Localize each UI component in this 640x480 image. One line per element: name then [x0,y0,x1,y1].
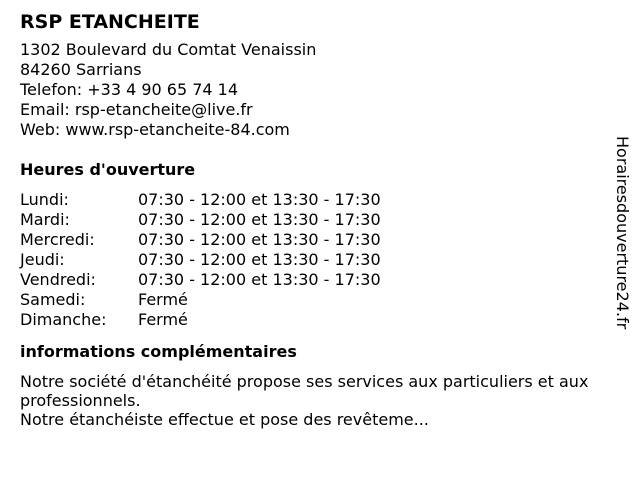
hours-row-friday [20,270,600,290]
hours-day: Mardi: [20,210,70,229]
contact-block [20,40,600,140]
info-description-continued: Notre étanchéiste effectue et pose des revêteme... [20,410,429,429]
hours-table [20,190,600,330]
company-name: RSP ETANCHEITE [20,11,200,33]
email-line: Email: rsp-etancheite@live.fr [20,100,253,119]
hours-row-tuesday [20,210,600,230]
hours-title: Heures d'ouverture [20,160,196,179]
info-description: Notre société d'étanchéité propose ses services aux particuliers et aux professionnels. [20,372,589,410]
street-address: 1302 Boulevard du Comtat Venaissin [20,40,317,59]
hours-row-saturday [20,290,600,310]
postal-city: 84260 Sarrians [20,60,142,79]
phone-line: Telefon: +33 4 90 65 74 14 [20,80,239,99]
hours-row-sunday [20,310,600,330]
hours-time: 07:30 - 12:00 et 13:30 - 17:30 [138,270,381,289]
hours-time: 07:30 - 12:00 et 13:30 - 17:30 [138,210,381,229]
hours-time: Fermé [138,310,188,329]
hours-row-monday [20,190,600,210]
side-brand-watermark: Horairesdouverture24.fr [613,136,632,330]
hours-row-wednesday [20,230,600,250]
business-card [20,10,600,429]
hours-time: Fermé [138,290,188,309]
hours-time: 07:30 - 12:00 et 13:30 - 17:30 [138,250,381,269]
web-line: Web: www.rsp-etancheite-84.com [20,120,290,139]
hours-time: 07:30 - 12:00 et 13:30 - 17:30 [138,230,381,249]
info-title: informations complémentaires [20,342,297,361]
hours-day: Samedi: [20,290,86,309]
hours-day: Lundi: [20,190,69,209]
hours-row-thursday [20,250,600,270]
hours-day: Mercredi: [20,230,95,249]
hours-day: Dimanche: [20,310,107,329]
hours-time: 07:30 - 12:00 et 13:30 - 17:30 [138,190,381,209]
hours-day: Vendredi: [20,270,96,289]
hours-day: Jeudi: [20,250,65,269]
